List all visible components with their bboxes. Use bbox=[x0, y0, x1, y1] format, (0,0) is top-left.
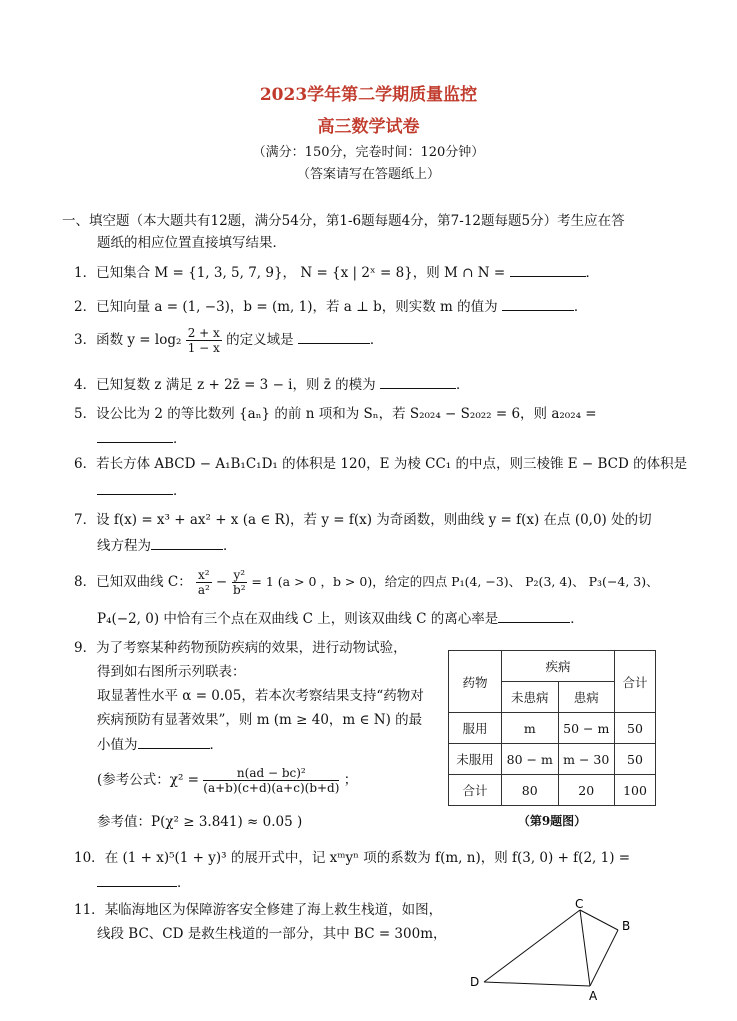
point-label-d: D bbox=[470, 975, 480, 989]
contingency-table: 药物 疾病 合计 未患病 患病 服用 m 50 − m 50 未服用 80 − m m − 30 50 合计 80 20 100 bbox=[448, 650, 656, 806]
point-label-a: A bbox=[589, 989, 598, 1003]
question-number: 1． bbox=[74, 265, 97, 281]
section-heading: 一、填空题（本大题共有12题，满分54分，第1-6题每题4分，第7-12题每题5分）考生应在答 bbox=[62, 213, 625, 229]
answer-blank[interactable] bbox=[97, 480, 173, 495]
table-caption: （第9题图） bbox=[517, 814, 587, 828]
answer-blank[interactable] bbox=[298, 329, 370, 344]
answer-note: （答案请写在答题纸上） bbox=[296, 167, 440, 182]
answer-blank[interactable] bbox=[502, 296, 574, 311]
exam-info: （满分：150分，完卷时间：120分钟） bbox=[252, 145, 485, 160]
segment-ca bbox=[580, 910, 590, 986]
answer-blank[interactable] bbox=[380, 374, 456, 389]
point-label-c: C bbox=[575, 897, 584, 911]
reference-formula: (参考公式：χ² = $\frac{\text{n(ad − bc)²}}{(a+b)(c+d)(a+c)(b+d)}$ ； bbox=[97, 766, 358, 795]
question-8: 8．已知双曲线 C： $\frac{\text{x²}}{\text{a²}}$ − $\frac{\text{y²}}{\text{b²}}$ = 1 (a > 0 ，b > 0)，给定的四点 P₁(4, −3)、 P₂(3, 4)、 P₃(−4, 3)、 bbox=[74, 568, 659, 597]
question-5: 5．设公比为 2 的等比数列 {aₙ} 的前 n 项和为 Sₙ，若 S₂₀₂₄ − S₂₀₂₂ = 6，则 a₂₀₂₄ = bbox=[74, 406, 597, 422]
table-row: 服用 m 50 − m 50 bbox=[449, 713, 656, 744]
question-3: 3．函数 y = log₂ $\frac{2 + x}{1 - x}$ 的定义域是 ． bbox=[74, 326, 384, 355]
answer-blank[interactable] bbox=[97, 872, 177, 887]
table-row: 未服用 80 − m m − 30 50 bbox=[449, 744, 656, 775]
question-11: 11．某临海地区为保障游客安全修建了海上救生栈道，如图， bbox=[74, 902, 443, 918]
question-6: 6．若长方体 ABCD − A₁B₁C₁D₁ 的体积是 120，E 为棱 CC₁ 的中点，则三棱锥 E − BCD 的体积是 bbox=[74, 456, 688, 472]
question-2: 2．已知向量 a = (1, −3)，b = (m, 1)，若 a ⊥ b，则实数 m 的值为 ． bbox=[74, 296, 674, 317]
question-1: 1．已知集合 M = {1, 3, 5, 7, 9}， N = {x | 2ˣ = 8}，则 M ∩ N = ． bbox=[74, 262, 674, 283]
question-10: 10．在 (1 + x)⁵(1 + y)³ 的展开式中，记 xᵐyⁿ 项的系数为 f(m, n)，则 f(3, 0) + f(2, 1) = bbox=[74, 850, 631, 866]
answer-blank[interactable] bbox=[138, 734, 210, 749]
section-heading-cont: 题纸的相应位置直接填写结果． bbox=[97, 235, 286, 251]
reference-value: 参考值：P(χ² ≥ 3.841) ≈ 0.05 ) bbox=[97, 814, 303, 830]
point-label-b: B bbox=[622, 919, 631, 933]
answer-blank[interactable] bbox=[151, 535, 223, 550]
paper-subtitle: 高三数学试卷 bbox=[317, 117, 420, 137]
question-4: 4．已知复数 z 满足 z + 2z̄ = 3 − i，则 z̄ 的模为 ． bbox=[74, 374, 674, 395]
segment-cb bbox=[580, 910, 618, 930]
table-row: 合计 80 20 100 bbox=[449, 775, 656, 806]
segment-dc bbox=[484, 910, 580, 982]
answer-blank[interactable] bbox=[510, 262, 586, 277]
question-9: 9．为了考察某种药物预防疾病的效果，进行动物试验， bbox=[74, 640, 407, 656]
paper-title: 2023学年第二学期质量监控 bbox=[259, 85, 478, 105]
answer-blank[interactable] bbox=[498, 608, 570, 623]
fraction: $\frac{2 + x}{1 - x}$ bbox=[187, 326, 220, 355]
segment-da bbox=[484, 982, 590, 986]
question-7: 7．设 f(x) = x³ + ax² + x (a ∈ R)，若 y = f(x) 为奇函数，则曲线 y = f(x) 在点 (0,0) 处的切 bbox=[74, 512, 652, 528]
trestle-diagram bbox=[462, 896, 642, 1006]
answer-blank[interactable] bbox=[97, 428, 173, 443]
segment-ba bbox=[590, 930, 618, 986]
